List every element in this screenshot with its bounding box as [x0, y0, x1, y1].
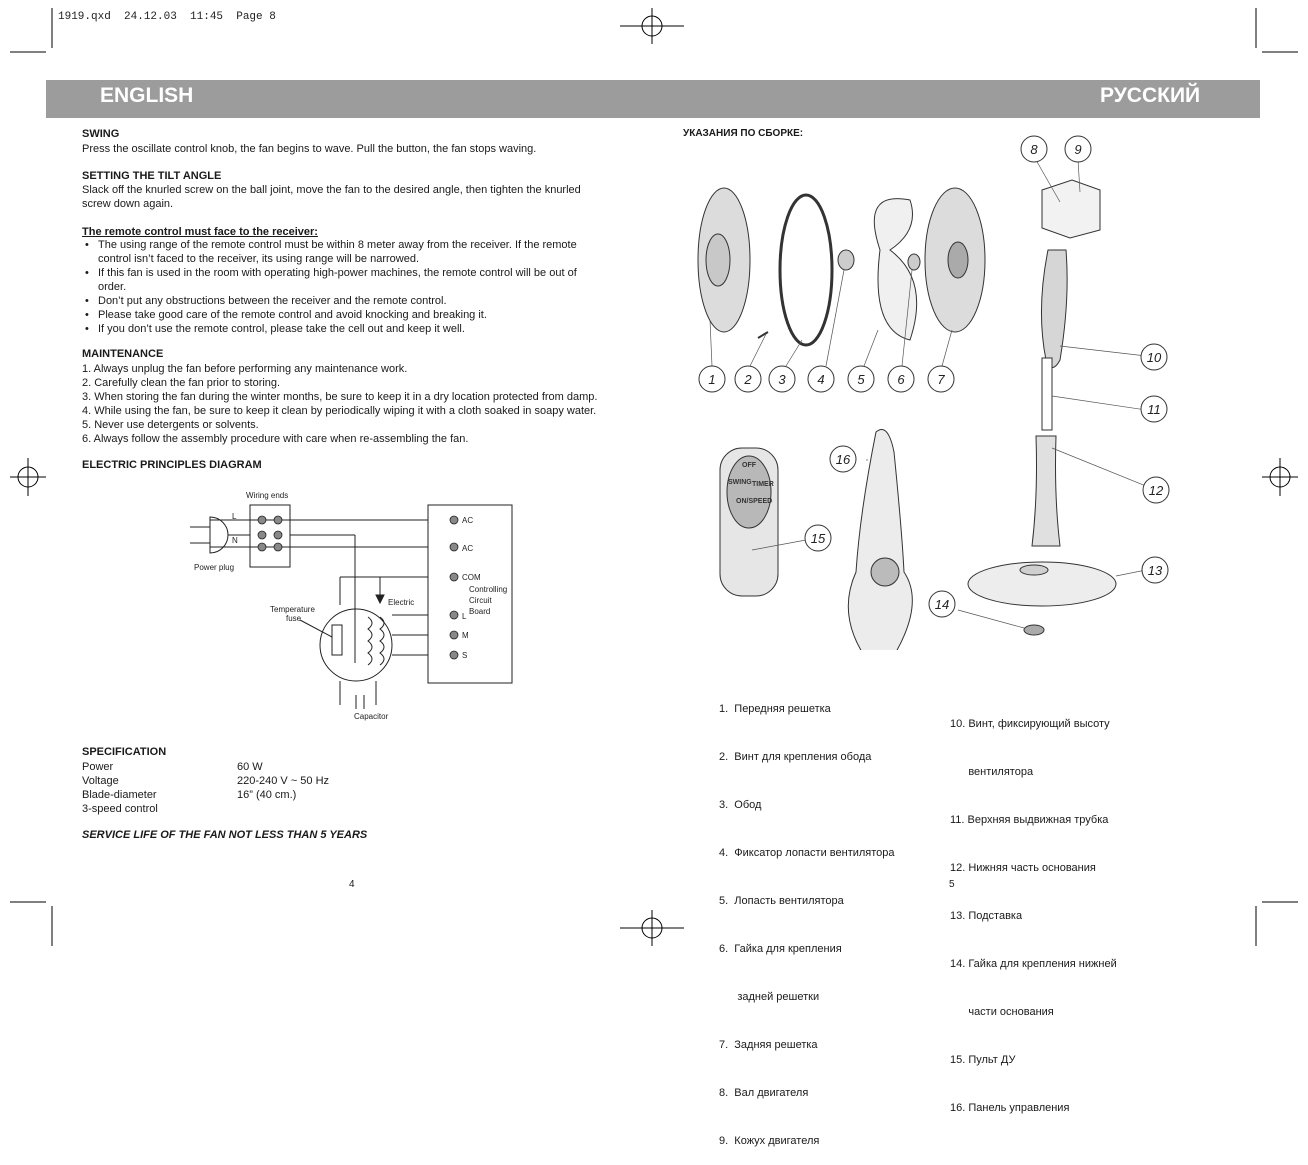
tilt-text — [82, 183, 627, 211]
label-n: N — [232, 536, 238, 545]
list-item: • Please take good care of the remote control and avoid knocking and breaking it. — [82, 308, 627, 322]
remote-title: The remote control must face to the receiver: — [82, 226, 318, 238]
list-item: 7. Задняя решетка — [719, 1039, 818, 1051]
callout-2: 2 — [744, 372, 752, 387]
list-item: 9. Кожух двигателя — [719, 1135, 820, 1147]
callout-5: 5 — [857, 372, 865, 387]
callout-9: 9 — [1074, 142, 1082, 157]
list-item: 5. Never use detergents or solvents. — [82, 419, 259, 431]
maintenance-title: MAINTENANCE — [82, 348, 164, 360]
bullet-line: control isn’t faced to the receiver, its using range will be narrowed. — [98, 253, 419, 265]
table-row — [82, 788, 329, 802]
table-row — [82, 774, 329, 788]
control-panel — [848, 430, 912, 651]
list-item: • Don’t put any obstructions between the receiver and the remote control. — [82, 294, 627, 308]
list-item: • If you don’t use the remote control, please take the cell out and keep it well. — [82, 322, 627, 336]
spec-title: SPECIFICATION — [82, 746, 167, 758]
list-item — [82, 266, 627, 294]
list-item: 14. Гайка для крепления нижней — [950, 958, 1117, 970]
label-power-plug: Power plug — [194, 563, 235, 572]
tilt-line-2: screw down again. — [82, 198, 174, 210]
callout-7: 7 — [937, 372, 945, 387]
swing-title: SWING — [82, 128, 120, 140]
spec-label: Blade-diameter — [82, 789, 157, 801]
callout-16: 16 — [835, 452, 851, 467]
rim — [780, 195, 832, 345]
list-item: 1. Always unplug the fan before performing any maintenance work. — [82, 363, 408, 375]
page-number-left: 4 — [349, 879, 355, 890]
remote-speed-label: ON/SPEED — [736, 498, 773, 505]
banner-english: ENGLISH — [100, 84, 194, 107]
telescopic-tube — [1042, 358, 1052, 430]
list-item: задней решетки — [719, 991, 820, 1003]
list-item: 1. Передняя решетка — [719, 703, 831, 715]
spec-label: Voltage — [82, 775, 119, 787]
banner-russian: РУССКИЙ — [1100, 84, 1201, 107]
parts-list-left — [719, 669, 895, 1165]
list-item: 8. Вал двигателя — [719, 1087, 809, 1099]
spec-value: 220-240 V ~ 50 Hz — [237, 775, 330, 787]
callout-11: 11 — [1147, 402, 1161, 417]
parts-list-right — [950, 684, 1117, 1132]
label-term-l: L — [462, 612, 467, 621]
label-term-m: M — [462, 631, 469, 640]
callout-1: 1 — [708, 372, 716, 387]
tilt-line-1: Slack off the knurled screw on the ball joint, move the fan to the desired angle, then tighten the knurled — [82, 184, 581, 196]
motor-circle — [320, 609, 392, 681]
list-item: вентилятора — [950, 766, 1034, 778]
callout-4: 4 — [817, 372, 825, 387]
page-number-right: 5 — [949, 879, 955, 890]
callout-12: 12 — [1148, 483, 1164, 498]
list-item: 3. Обод — [719, 799, 762, 811]
list-item: 2. Винт для крепления обода — [719, 751, 872, 763]
label-board-1: Controlling — [469, 585, 508, 594]
bullet-line: order. — [98, 281, 127, 293]
spec-label: Power — [82, 761, 114, 773]
tilt-title: SETTING THE TILT ANGLE — [82, 170, 222, 182]
label-term-s: S — [462, 651, 468, 660]
callout-3: 3 — [778, 372, 786, 387]
label-temp-fuse-1: Temperature — [270, 605, 315, 614]
callout-13: 13 — [1147, 563, 1163, 578]
label-com: COM — [462, 573, 481, 582]
list-item: 6. Гайка для крепления — [719, 943, 842, 955]
label-ac-2: AC — [462, 544, 474, 553]
label-board-3: Board — [469, 607, 491, 616]
wiring-ends-box — [250, 505, 290, 567]
list-item: 5. Лопасть вентилятора — [719, 895, 844, 907]
label-board-2: Circuit — [469, 596, 492, 605]
callout-6: 6 — [897, 372, 905, 387]
assembly-illustration — [680, 130, 1190, 650]
list-item: 6. Always follow the assembly procedure with care when re-assembling the fan. — [82, 433, 469, 445]
bullet-line: • If this fan is used in the room with operating high-power machines, the remote control will be out of — [98, 267, 577, 279]
table-row — [82, 760, 329, 774]
fan-blade — [874, 199, 916, 340]
list-item: 12. Нижняя часть основания — [950, 862, 1096, 874]
electric-diagram — [180, 485, 520, 725]
lower-base — [1032, 436, 1060, 546]
language-banner — [46, 80, 1260, 118]
list-item: 10. Винт, фиксирующий высоту — [950, 718, 1110, 730]
bullet-line: • The using range of the remote control must be within 8 meter away from the receiver. If the remote — [98, 239, 577, 251]
plug-symbol — [210, 517, 228, 553]
label-l: L — [232, 512, 237, 521]
list-item: 11. Верхняя выдвижная трубка — [950, 814, 1109, 826]
remote-bullets — [82, 238, 627, 336]
list-item: 4. Фиксатор лопасти вентилятора — [719, 847, 895, 859]
list-item: 3. When storing the fan during the winter months, be sure to keep it in a dry location protected from damp. — [82, 391, 598, 403]
label-electric: Electric — [388, 598, 415, 607]
maintenance-list — [82, 362, 642, 446]
assembly-title: УКАЗАНИЯ ПО СБОРКЕ: — [683, 128, 804, 139]
file-slug: 1919.qxd 24.12.03 11:45 Page 8 — [58, 11, 276, 23]
motor-housing — [1042, 180, 1100, 238]
remote-off-label: OFF — [742, 462, 756, 469]
callout-10: 10 — [1146, 350, 1162, 365]
label-ac-1: AC — [462, 516, 474, 525]
spec-label: 3-speed control — [82, 803, 158, 815]
list-item: 4. While using the fan, be sure to keep it clean by periodically wiping it with a cloth soaked in soapy water. — [82, 405, 597, 417]
service-life: SERVICE LIFE OF THE FAN NOT LESS THAN 5 YEARS — [82, 829, 368, 841]
remote-timer-label: TIMER — [752, 481, 774, 488]
upper-stand — [1041, 250, 1067, 368]
callout-14: 14 — [934, 597, 950, 612]
spec-table — [82, 760, 329, 816]
remote-swing-label: SWING — [728, 479, 752, 486]
label-temp-fuse-2: fuse — [286, 614, 302, 623]
diagram-title: ELECTRIC PRINCIPLES DIAGRAM — [82, 459, 262, 471]
list-item: части основания — [950, 1006, 1054, 1018]
control-board-box — [428, 505, 512, 683]
list-item: 2. Carefully clean the fan prior to storing. — [82, 377, 281, 389]
callout-8: 8 — [1030, 142, 1038, 157]
list-item — [82, 238, 627, 266]
callout-15: 15 — [810, 531, 826, 546]
label-capacitor: Capacitor — [354, 712, 389, 721]
swing-text: Press the oscillate control knob, the fan begins to wave. Pull the button, the fan stops waving. — [82, 143, 537, 155]
label-wiring-ends: Wiring ends — [246, 491, 289, 500]
spec-value: 60 W — [237, 761, 263, 773]
table-row — [82, 802, 329, 816]
list-item: 16. Панель управления — [950, 1102, 1070, 1114]
list-item: 15. Пульт ДУ — [950, 1054, 1016, 1066]
list-item: 13. Подставка — [950, 910, 1023, 922]
spec-value: 16” (40 cm.) — [237, 789, 297, 801]
